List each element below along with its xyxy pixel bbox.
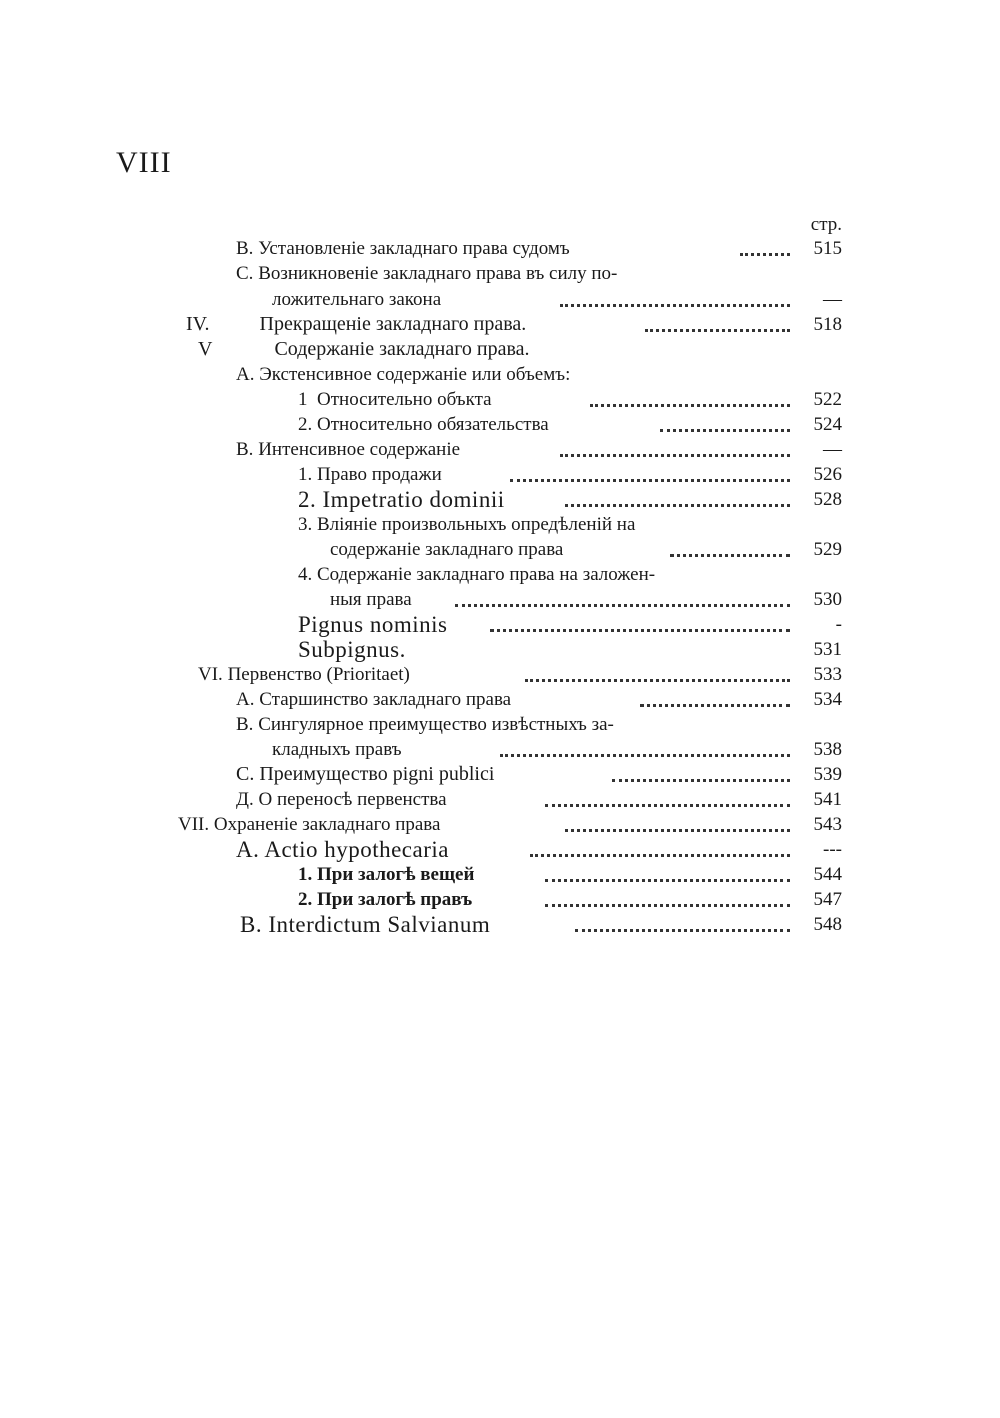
entry-page: 524 <box>813 414 842 435</box>
leader-dots <box>565 804 790 832</box>
entry-title: ныя права <box>330 589 412 610</box>
entry-title: Первенство (Prioritaet) <box>227 664 410 685</box>
entry-number: B. <box>236 439 254 460</box>
entry-page: 515 <box>813 238 842 259</box>
entry-number: IV. <box>186 313 210 335</box>
entry-title: При залогѣ правъ <box>317 889 473 910</box>
entry-page: 533 <box>813 664 842 685</box>
leader-dots <box>510 454 790 482</box>
leader-dots <box>640 679 790 707</box>
entry-page: 547 <box>813 889 842 910</box>
entry-title: Actio hypothecaria <box>264 837 449 862</box>
entry-page: --- <box>823 839 842 860</box>
entry-page: — <box>823 289 842 310</box>
entry-number: A. <box>236 364 255 385</box>
entry-page: 518 <box>813 314 842 335</box>
leader-dots <box>530 829 790 857</box>
entry-title: Прекращеніе закладнаго права. <box>259 313 527 335</box>
entry-title: Pignus nominis <box>298 612 448 637</box>
entry-number: 4. <box>298 564 313 585</box>
entry-title: Преимущество pigni publici <box>259 763 495 785</box>
entry-number: 1 <box>298 389 308 410</box>
entry-page: 531 <box>813 639 842 660</box>
entry-number: C. <box>236 263 254 284</box>
entry-number: A. <box>236 837 260 862</box>
leader-dots <box>545 854 790 882</box>
entry-title: Экстенсивное содержаніе или объемъ: <box>259 364 571 385</box>
leader-dots <box>575 904 790 932</box>
entry-title: Относительно объкта <box>317 389 492 410</box>
entry-page: 543 <box>813 814 842 835</box>
leader-dots <box>660 404 790 432</box>
entry-title: Сингулярное преимущество извѣстныхъ за- <box>258 714 614 735</box>
entry-page: 522 <box>813 389 842 410</box>
entry-number: B. <box>236 238 254 259</box>
entry-title: Subpignus. <box>298 637 406 662</box>
leader-dots <box>565 479 790 507</box>
entry-number: Д. <box>236 789 254 810</box>
entry-title: Возникновеніе закладнаго права въ силу по- <box>258 263 618 284</box>
entry-title: Impetratio dominii <box>322 487 505 512</box>
entry-title: содержаніе закладнаго права <box>330 539 564 560</box>
entry-page: 528 <box>813 489 842 510</box>
entry-title: Право продажи <box>317 464 442 485</box>
entry-title: Относительно обязательства <box>317 414 549 435</box>
entry-title: кладныхъ правъ <box>272 739 402 760</box>
leader-dots <box>545 879 790 907</box>
entry-number: B. <box>236 714 254 735</box>
entry-page: 526 <box>813 464 842 485</box>
entry-title: Вліяніе произвольныхъ опредѣленій на <box>317 514 636 535</box>
entry-number: VI. <box>198 664 223 685</box>
entry-title: При залогѣ вещей <box>317 864 475 885</box>
entry-page: - <box>835 614 842 635</box>
entry-number: 2. <box>298 487 317 512</box>
entry-number: B. <box>240 912 263 937</box>
entry-title: О переносѣ первенства <box>258 789 447 810</box>
entry-title: Охраненіе закладнаго права <box>213 814 441 835</box>
entry-number: 1. <box>298 864 313 885</box>
entry-number: V <box>198 338 213 360</box>
entry-number: C. <box>236 763 255 785</box>
entry-title: Установленіе закладнаго права судомъ <box>258 238 570 259</box>
page-number: VIII <box>116 146 172 179</box>
entry-number: 3. <box>298 514 313 535</box>
entry-page: 538 <box>813 739 842 760</box>
entry-page: 548 <box>813 914 842 935</box>
leader-dots <box>645 304 790 332</box>
entry-title: ложительнаго закона <box>272 289 442 310</box>
entry-number: 1. <box>298 464 313 485</box>
entry-title: Интенсивное содержаніе <box>258 439 461 460</box>
entry-page: 539 <box>813 764 842 785</box>
leader-dots <box>612 754 790 782</box>
leader-dots <box>670 529 790 557</box>
leader-dots <box>525 654 790 682</box>
leader-dots <box>545 779 790 807</box>
entry-number: 2. <box>298 889 313 910</box>
page-column-header: стр. <box>810 214 842 235</box>
leader-dots <box>590 379 790 407</box>
toc-entry <box>198 337 792 362</box>
entry-title: Содержаніе закладнаго права на заложен- <box>317 564 656 585</box>
entry-number: 2. <box>298 414 313 435</box>
entry-page: 541 <box>813 789 842 810</box>
entry-page: 544 <box>813 864 842 885</box>
leader-dots <box>740 228 790 256</box>
entry-number: A. <box>236 689 255 710</box>
entry-page: 529 <box>813 539 842 560</box>
entry-title: Interdictum Salvianum <box>268 912 491 937</box>
toc-entry <box>236 236 792 261</box>
entry-page: 534 <box>813 689 842 710</box>
leader-dots <box>560 429 790 457</box>
entry-number: VII. <box>178 814 210 835</box>
leader-dots <box>490 604 790 632</box>
entry-title: Содержаніе закладнаго права. <box>274 338 530 360</box>
entry-page: 530 <box>813 589 842 610</box>
entry-title: Старшинство закладнаго права <box>259 689 512 710</box>
entry-page: — <box>823 439 842 460</box>
